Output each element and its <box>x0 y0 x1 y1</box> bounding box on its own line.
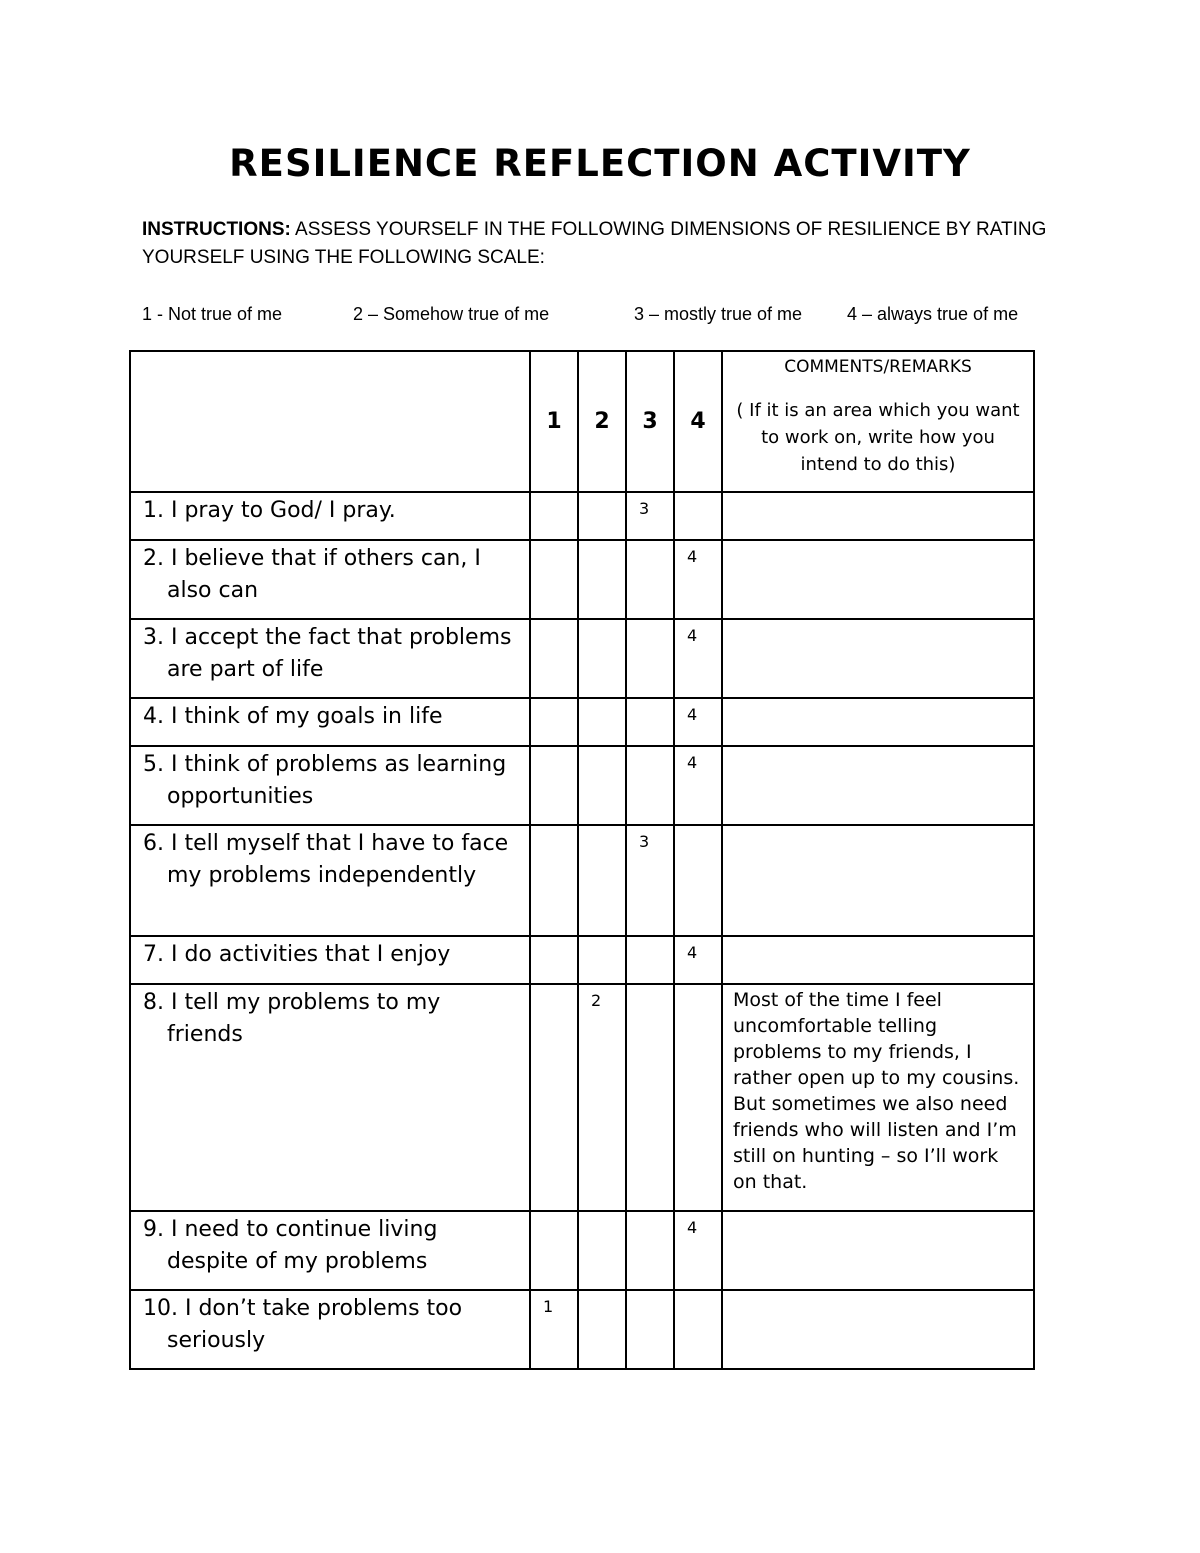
rating-cell-1 <box>530 1211 578 1290</box>
rating-cell-3 <box>626 619 674 698</box>
instructions-label: INSTRUCTIONS: <box>142 219 291 240</box>
table-row <box>130 492 1034 540</box>
comment-cell <box>722 698 1034 746</box>
rating-cell-1 <box>530 984 578 1211</box>
rating-cell-3 <box>626 540 674 619</box>
table-row <box>130 746 1034 825</box>
comment-cell <box>722 1211 1034 1290</box>
rating-cell-3 <box>626 1290 674 1369</box>
comment-cell <box>722 492 1034 540</box>
rating-cell-3 <box>626 984 674 1211</box>
rating-cell-3 <box>626 825 674 936</box>
scale-item-1: 1 - Not true of me <box>142 304 283 324</box>
page-title: RESILIENCE REFLECTION ACTIVITY <box>229 142 971 185</box>
statement-cell <box>130 698 530 746</box>
statement-cell <box>130 746 530 825</box>
rating-cell-4 <box>674 936 722 984</box>
comment-cell <box>722 746 1034 825</box>
table-row <box>130 1290 1034 1369</box>
rating-cell-2 <box>578 619 626 698</box>
rating-cell-1 <box>530 1290 578 1369</box>
statement-text: 10. I don’t take problems too seriously <box>143 1296 463 1353</box>
header-rating-4: 4 <box>674 351 722 492</box>
selected-rating: 1 <box>543 1297 554 1316</box>
rating-cell-2 <box>578 540 626 619</box>
statement-text: 3. I accept the fact that problems are part of life <box>143 625 512 682</box>
statement-text: 7. I do activities that I enjoy <box>143 942 451 967</box>
rating-cell-2 <box>578 492 626 540</box>
header-rating-1: 1 <box>530 351 578 492</box>
statement-cell <box>130 540 530 619</box>
rating-cell-4 <box>674 1211 722 1290</box>
rating-cell-2 <box>578 698 626 746</box>
header-rating-2: 2 <box>578 351 626 492</box>
table-row <box>130 540 1034 619</box>
statement-text: 2. I believe that if others can, I also can <box>143 546 481 603</box>
rating-cell-3 <box>626 1211 674 1290</box>
header-statement-cell <box>130 351 530 492</box>
rating-cell-4 <box>674 619 722 698</box>
selected-rating: 2 <box>591 991 602 1010</box>
rating-cell-2 <box>578 984 626 1211</box>
comment-cell <box>722 825 1034 936</box>
rating-scale <box>142 304 1072 328</box>
table-row <box>130 936 1034 984</box>
comments-note: ( If it is an area which you want to work on, write how you intend to do this) <box>736 400 1020 475</box>
rating-cell-1 <box>530 746 578 825</box>
rating-cell-2 <box>578 1211 626 1290</box>
resilience-table <box>129 350 1035 1370</box>
table-row <box>130 1211 1034 1290</box>
rating-cell-4 <box>674 492 722 540</box>
selected-rating: 4 <box>687 626 698 645</box>
statement-cell <box>130 936 530 984</box>
rating-cell-4 <box>674 746 722 825</box>
header-comments <box>722 351 1034 492</box>
rating-cell-4 <box>674 984 722 1211</box>
table-row <box>130 984 1034 1211</box>
rating-cell-4 <box>674 825 722 936</box>
rating-cell-2 <box>578 936 626 984</box>
rating-cell-1 <box>530 619 578 698</box>
instructions-text: ASSESS YOURSELF IN THE FOLLOWING DIMENSIONS OF RESILIENCE BY RATING YOURSELF USING THE FOLLOWING SCALE: <box>142 219 1047 268</box>
rating-cell-4 <box>674 540 722 619</box>
scale-item-3: 3 – mostly true of me <box>634 304 803 324</box>
statement-text: 5. I think of problems as learning opportunities <box>143 752 507 809</box>
rating-cell-3 <box>626 492 674 540</box>
rating-cell-2 <box>578 825 626 936</box>
statement-cell <box>130 1211 530 1290</box>
table-row <box>130 619 1034 698</box>
scale-item-4: 4 – always true of me <box>847 304 1019 324</box>
comment-cell <box>722 1290 1034 1369</box>
rating-cell-3 <box>626 746 674 825</box>
table-row <box>130 825 1034 936</box>
comment-cell <box>722 936 1034 984</box>
rating-cell-4 <box>674 1290 722 1369</box>
rating-cell-2 <box>578 1290 626 1369</box>
statement-cell <box>130 984 530 1211</box>
rating-cell-2 <box>578 746 626 825</box>
rating-cell-1 <box>530 825 578 936</box>
rating-cell-4 <box>674 698 722 746</box>
comment-cell <box>722 619 1034 698</box>
selected-rating: 4 <box>687 753 698 772</box>
table-row <box>130 698 1034 746</box>
header-row <box>130 351 1034 492</box>
statement-text: 9. I need to continue living despite of my problems <box>143 1217 438 1274</box>
statement-text: 4. I think of my goals in life <box>143 704 443 729</box>
selected-rating: 4 <box>687 943 698 962</box>
statement-text: 6. I tell myself that I have to face my problems independently <box>143 831 509 888</box>
selected-rating: 4 <box>687 705 698 724</box>
statement-cell <box>130 1290 530 1369</box>
comment-cell: Most of the time I feel uncomfortable telling problems to my friends, I rather open up to my cousins. But sometimes we also need friends who will listen and I’m still on hunting – so I’ll work on that. <box>722 984 1034 1211</box>
statement-cell <box>130 619 530 698</box>
rating-cell-1 <box>530 492 578 540</box>
rating-cell-3 <box>626 698 674 746</box>
scale-item-2: 2 – Somehow true of me <box>353 304 550 324</box>
selected-rating: 4 <box>687 547 698 566</box>
instructions <box>142 216 1072 272</box>
rating-cell-1 <box>530 698 578 746</box>
rating-cell-1 <box>530 936 578 984</box>
statement-cell <box>130 492 530 540</box>
selected-rating: 4 <box>687 1218 698 1237</box>
statement-text: 8. I tell my problems to my friends <box>143 990 441 1047</box>
selected-rating: 3 <box>639 832 650 851</box>
comments-title: COMMENTS/REMARKS <box>784 357 972 377</box>
statement-cell <box>130 825 530 936</box>
rating-cell-3 <box>626 936 674 984</box>
comment-cell <box>722 540 1034 619</box>
rating-cell-1 <box>530 540 578 619</box>
header-rating-3: 3 <box>626 351 674 492</box>
statement-text: 1. I pray to God/ I pray. <box>143 498 396 523</box>
selected-rating: 3 <box>639 499 650 518</box>
